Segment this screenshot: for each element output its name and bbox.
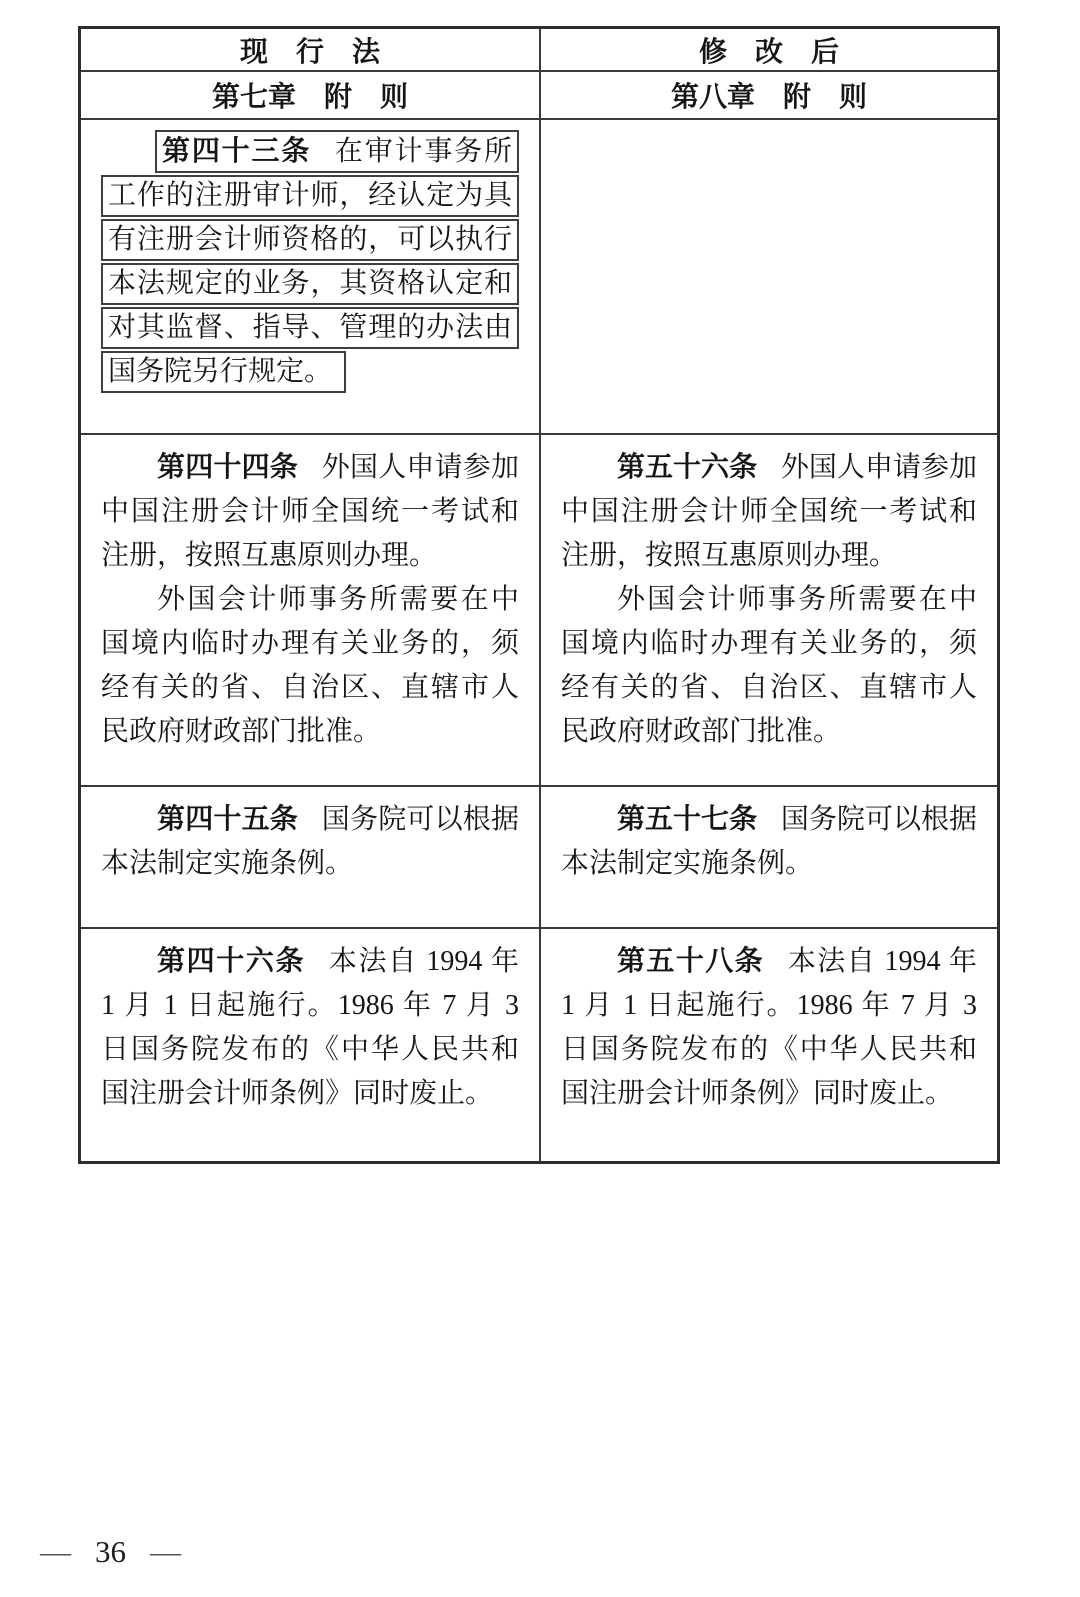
header-current-law: 现 行 法 [239,36,380,68]
table-subheader-row [81,70,997,118]
deleted-text-line: 对其监督、指导、管理的办法由 [101,307,519,349]
article-cell-left [81,787,539,927]
article-cell-right [539,929,997,1161]
article-row [81,118,997,433]
article-number: 第四十四条 [157,451,298,482]
deleted-text-line: 工作的注册审计师，经认定为具 [101,175,519,217]
deleted-text-line: 有注册会计师资格的，可以执行 [101,219,519,261]
header-amended-law: 修 改 后 [539,29,997,70]
deleted-text-line: 本法规定的业务，其资格认定和 [101,263,519,305]
article-row [81,433,997,785]
article-paragraph: 第五十六条 外国人申请参加中国注册会计师全国统一考试和注册，按照互惠原则办理。 [561,451,977,571]
article-number: 第四十六条 [157,945,306,976]
article-paragraph: 第四十六条 本法自 1994 年 1 月 1 日起施行。1986 年 7 月 3 日国务院发布的《中华人民共和国注册会计师条例》同时废止。 [101,945,519,1109]
article-row [81,927,997,1161]
table-body [81,118,997,1161]
law-comparison-table [78,26,1000,1164]
page-footer [40,1534,181,1570]
article-cell-left [81,435,539,785]
article-number: 第五十六条 [617,451,758,482]
subheader-chapter-right: 第八章 附 则 [539,72,997,118]
article-cell-left [81,120,539,433]
article-row [81,785,997,927]
table-header-row [81,29,997,70]
article-number: 第四十五条 [157,803,298,834]
article-number: 第五十七条 [617,803,758,834]
page-number: 36 [95,1534,126,1569]
deleted-text-line: 第四十三条 在审计事务所 [155,130,519,173]
article-cell-right [539,435,997,785]
article-cell-right [539,120,997,433]
article-paragraph: 第五十七条 国务院可以根据本法制定实施条例。 [561,803,977,879]
article-paragraph: 第四十四条 外国人申请参加中国注册会计师全国统一考试和注册，按照互惠原则办理。 [101,451,519,571]
article-paragraph: 外国会计师事务所需要在中国境内临时办理有关业务的，须经有关的省、自治区、直辖市人民政府财政部门批准。 [561,584,977,747]
article-cell-right [539,787,997,927]
article-number: 第四十三条 [162,135,312,166]
footer-dash-right: — [150,1534,181,1569]
article-paragraph: 外国会计师事务所需要在中国境内临时办理有关业务的，须经有关的省、自治区、直辖市人民政府财政部门批准。 [101,584,519,747]
article-cell-left [81,929,539,1161]
deleted-text-line: 国务院另行规定。 [101,351,346,393]
footer-dash-left: — [40,1534,71,1569]
article-number: 第五十八条 [617,945,765,976]
article-paragraph: 第四十五条 国务院可以根据本法制定实施条例。 [101,803,519,879]
article-paragraph: 第五十八条 本法自 1994 年 1 月 1 日起施行。1986 年 7 月 3 日国务院发布的《中华人民共和国注册会计师条例》同时废止。 [561,945,977,1109]
subheader-chapter-left: 第七章 附 则 [211,81,408,112]
